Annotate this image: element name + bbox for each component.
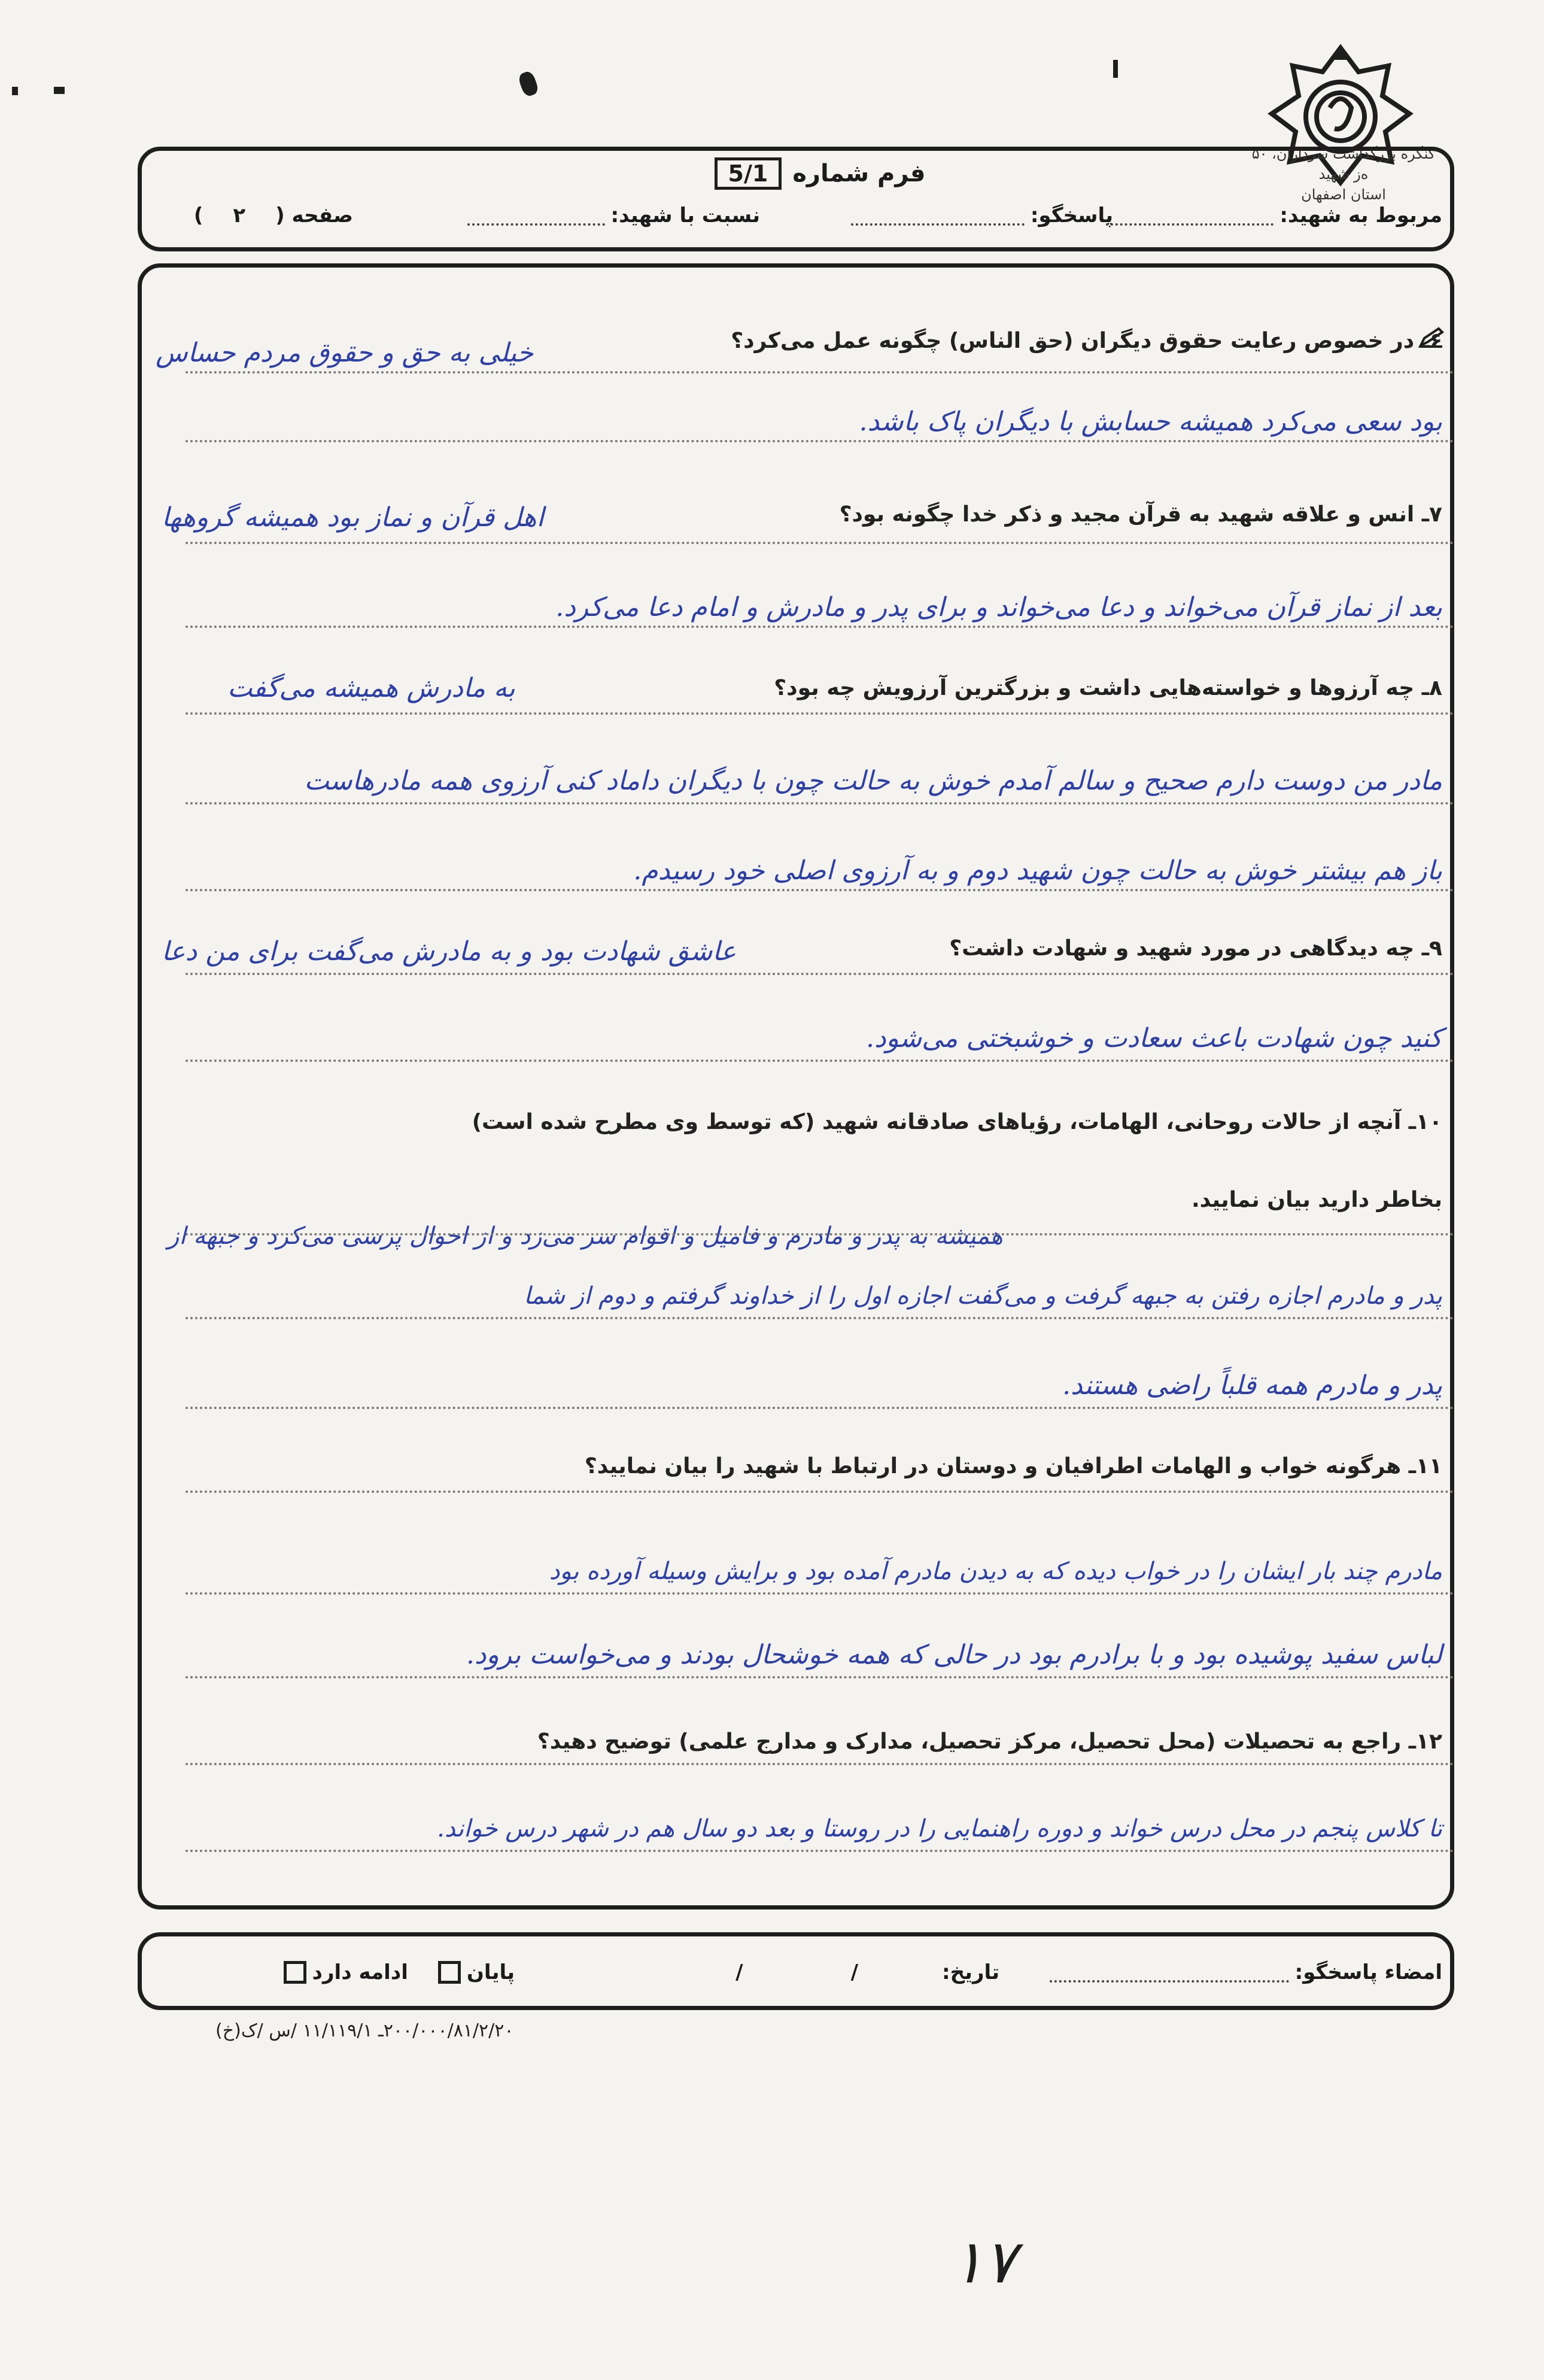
end-checkbox[interactable]	[438, 1961, 461, 1984]
form-title-label: فرم شماره	[792, 160, 926, 187]
date-separator: /	[735, 1960, 743, 1984]
answer-10-line-1: همیشه به پدر و مادرم و فامیل و اقوام سر می‌زد و از احوال پرسی می‌کرد و جبهه از	[168, 1222, 1003, 1250]
question-12: ۱۲ـ راجع به تحصیلات (محل تحصیل، مرکز تحصیل، مدارک و مدارج علمی) توضیح دهید؟	[537, 1729, 1442, 1754]
relation-to-martyr	[467, 198, 760, 233]
answer-line	[186, 1060, 1454, 1062]
page-close: )	[193, 204, 203, 227]
answer-11-line-1: مادرم چند بار ایشان را در خواب دیده که به دیدن مادرم آمده بود و برایش وسیله آورده بود	[549, 1558, 1442, 1585]
question-8: ۸ـ چه آرزوها و خواسته‌هایی داشت و بزرگترین آرزویش چه بود؟	[774, 676, 1442, 700]
continues-checkbox[interactable]	[284, 1961, 306, 1984]
answer-9-line-1: عاشق شهادت بود و به مادرش می‌گفت برای من دعا	[162, 936, 737, 967]
answer-12-line-1: تا کلاس پنجم در محل درس خواند و دوره راهنمایی را در روستا و بعد دو سال هم در شهر درس خواند.	[437, 1815, 1442, 1842]
relation-field[interactable]	[467, 205, 605, 226]
logo-caption-line: کنگره بزرگداشت سرداران، ۵۰ ه‌ز شهید	[1251, 145, 1436, 183]
respondent	[851, 198, 1113, 233]
date-separator: /	[850, 1960, 859, 1984]
answer-line	[186, 1317, 1454, 1319]
question-9: ۹ـ چه دیدگاهی در مورد شهید و شهادت داشت؟	[949, 936, 1442, 961]
answer-line	[186, 973, 1454, 975]
answer-11-line-2: لباس سفید پوشیده بود و با برادرم بود در حالی که همه خوشحال بودند و می‌خواست برود.	[466, 1640, 1442, 1670]
answer-line	[186, 1676, 1454, 1678]
answer-6-line-1: خیلی به حق و حقوق مردم حساس	[156, 338, 534, 368]
signature-label: امضاء پاسخگو:	[1294, 1960, 1442, 1984]
answer-line	[186, 371, 1454, 374]
date	[735, 1954, 999, 1990]
question-10: ۱۰ـ آنچه از حالات روحانی، الهامات، رؤیاهای صادقانه شهید (که توسط وی مطرح شده است)	[472, 1110, 1442, 1134]
date-label: تاریخ:	[942, 1960, 999, 1984]
scan-speck	[517, 70, 540, 98]
status-options	[284, 1954, 515, 1990]
respondent-field[interactable]	[851, 205, 1025, 226]
question-7: ۷ـ انس و علاقه شهید به قرآن مجید و ذکر خدا چگونه بود؟	[839, 502, 1442, 527]
form-number: 5/1	[715, 157, 782, 190]
related-label: مربوط به شهید:	[1279, 204, 1442, 227]
signature	[1050, 1954, 1442, 1990]
answer-line	[186, 1592, 1454, 1595]
answer-line	[186, 1763, 1454, 1765]
answer-line	[186, 1490, 1454, 1493]
answer-line	[186, 626, 1454, 628]
signature-field[interactable]	[1050, 1962, 1289, 1983]
answer-line	[186, 889, 1454, 891]
relation-label: نسبت با شهید:	[610, 204, 760, 227]
page-value: ۲	[233, 204, 246, 227]
answer-line	[186, 802, 1454, 805]
scan-speck	[1113, 60, 1118, 78]
answer-8-line-1: به مادرش همیشه می‌گفت	[227, 673, 515, 703]
page-indicator	[194, 198, 353, 233]
related-field[interactable]	[1106, 205, 1274, 226]
page-number: ۱۷	[952, 2227, 1016, 2297]
answer-7-line-2: بعد از نماز قرآن می‌خواند و دعا می‌خواند و برای پدر و مادرش و امام دعا می‌کرد.	[555, 592, 1442, 623]
answer-7-line-1: اهل قرآن و نماز بود همیشه گروهها	[162, 502, 544, 533]
question-11: ۱۱ـ هرگونه خواب و الهامات اطرافیان و دوستان در ارتباط با شهید را بیان نمایید؟	[584, 1454, 1442, 1479]
answer-line	[186, 1850, 1454, 1852]
question-6: ۶ـ در خصوص رعایت حقوق دیگران (حق الناس) چگونه عمل می‌کرد؟	[731, 329, 1442, 353]
logo-caption-line: استان اصفهان	[1301, 186, 1386, 203]
answer-line	[186, 542, 1454, 544]
page-label: صفحه (	[275, 204, 353, 227]
answer-line	[186, 440, 1454, 442]
scan-speck	[54, 87, 65, 94]
answer-10-line-2: پدر و مادرم اجازه رفتن به جبهه گرفت و می‌گفت اجازه اول را از خداوند گرفتم و دوم از شما	[524, 1282, 1442, 1310]
answer-8-line-2: مادر من دوست دارم صحیح و سالم آمدم خوش به حالت چون با دیگران داماد کنی آرزوی همه مادرهاست	[304, 766, 1442, 796]
form-title	[652, 153, 987, 195]
answer-line	[186, 1233, 1454, 1235]
answer-6-line-2: بود سعی می‌کرد همیشه حسابش با دیگران پاک باشد.	[859, 406, 1442, 437]
respondent-label: پاسخگو:	[1030, 204, 1113, 227]
answer-10-line-1-prompt: بخاطر دارید بیان نمایید.	[1191, 1188, 1442, 1212]
answer-8-line-3: باز هم بیشتر خوش به حالت چون شهید دوم و به آرزوی اصلی خود رسیدم.	[633, 855, 1442, 886]
answer-line	[186, 1407, 1454, 1409]
form-code: (خ)۲۰۰/۰۰۰/۸۱/۲/۲۰ـ ۱۱/۱۱۹/۱ /س /ک	[215, 2020, 514, 2041]
answer-line	[186, 712, 1454, 715]
scan-speck	[12, 87, 18, 95]
continues-label: ادامه دارد	[312, 1960, 408, 1984]
answer-9-line-2: کنید چون شهادت باعث سعادت و خوشبختی می‌شود.	[865, 1023, 1442, 1054]
end-label: پایان	[466, 1960, 515, 1984]
answer-10-line-3: پدر و مادرم همه قلباً راضی هستند.	[1062, 1370, 1442, 1401]
related-to-martyr	[1106, 198, 1442, 233]
